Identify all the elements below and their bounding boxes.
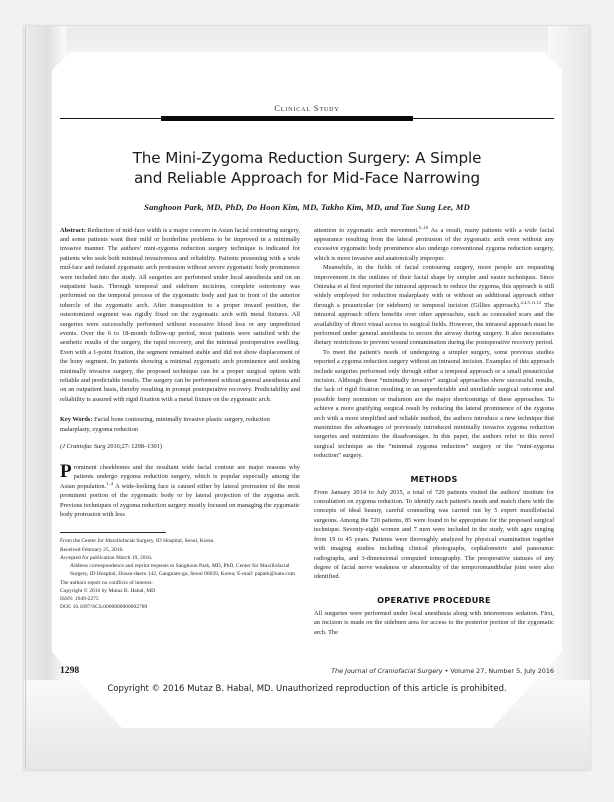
keywords-text: Facial bone contouring, minimally invasive plastic surgery, reduction malarplasty, zygoma reduction bbox=[60, 416, 270, 433]
keywords-block bbox=[60, 415, 300, 434]
abstract-paragraph bbox=[60, 226, 300, 405]
journal-citation bbox=[60, 443, 300, 450]
footnote-doi: DOI: 10.1097/SCS.0000000000002789 bbox=[60, 604, 148, 611]
author-list: Sanghoon Park, MD, PhD, Do Hoon Kim, MD, Takho Kim, MD, and Tae Sung Lee, MD bbox=[144, 201, 470, 212]
title-line-1: The Mini-Zygoma Reduction Surgery: A Simple bbox=[132, 149, 482, 167]
two-column-body bbox=[60, 226, 554, 637]
footnote-divider bbox=[60, 532, 166, 533]
continuation-paragraph bbox=[314, 226, 554, 264]
abstract-text: Reduction of mid-face width is a major concern in Asian facial contouring surgery, and some patients want their mild or borderline problems to be improved in a minimally invasive manner. The authors' mini-zygoma reduction surgery technique is indicated for patients who seek both minimal invasiveness and reliability. Patients presenting with a wide mid-face and isolated zygomatic arch protrusion without severe zygomatic body prominence were included into the study. All surgeries are performed under local anesthesia and on an outpatient basis. Through temporal and sideburn incisions, complete osteotomy was performed on the temporal process of the zygomatic body and just in front of the anterior tubercle of the zygomatic arch. After transposition to a proper inward position, the osteotomized segment was rigidly fixed on the zygomatic arch with metal fixtures. All surgeries were successfully performed without excessive blood loss or any unpredicted events. Over the 6 to 18-month follow-up period, most patients were satisfied with the aesthetic results of the surgery, the rapid recovery, and the minimal postoperative swelling. Even with a 1-point fixation, the segment remained stable and did not show displacement of the bony segment. In patients showing a minimal zygomatic arch prominence and seeking minimally invasive surgery, the proposed technique can be a proper surgical option with reliable and predictable results. The surgery can be performed without general anesthesia and on an outpatient basis, thereby resulting in prompt postoperative recovery. Predictability and reliability is assured with rigid fixation with a metal fixture on the zygomatic arch. bbox=[60, 226, 300, 403]
introduction-paragraph bbox=[60, 463, 300, 519]
page-footer bbox=[60, 665, 554, 676]
citation-journal-abbrev: (J Craniofac Surg bbox=[60, 443, 106, 451]
journal-volume-info: • Volume 27, Number 5, July 2016 bbox=[442, 667, 554, 675]
footnote-copyright: Copyright © 2016 by Mutaz B. Habal, MD bbox=[60, 587, 156, 594]
footnote-accepted: Accepted for publication March 19, 2016. bbox=[60, 554, 153, 561]
page-gutter-line bbox=[25, 27, 26, 769]
intro-text-start: rominent cheekbones and the resultant wide facial contour are major reasons why patients undergo zygoma reduction surgery, which is popular especially among the Asian population. bbox=[60, 464, 300, 490]
running-head: Clinical Study bbox=[274, 104, 340, 113]
citation-ref-1: 1–4 bbox=[106, 480, 114, 486]
title-line-2: and Reliable Approach for Mid-Face Narrowing bbox=[133, 168, 481, 187]
copyright-notice: Copyright © 2016 Mutaz B. Habal, MD. Unauthorized reproduction of this article is prohibited. bbox=[107, 684, 507, 694]
footnote-issn: ISSN: 1049-2275 bbox=[60, 596, 99, 603]
header-rule-thick bbox=[161, 116, 413, 121]
header-rule bbox=[60, 115, 554, 123]
citation-ref-3: 2,4,5,11,12 bbox=[520, 299, 542, 305]
intraoral-text-a: Meanwhile, in the fields of facial contouring surgery, more people are requesting improvement in the outlines of their facial shape by simpler and easier techniques. Since Onizuka et al first reported the intraoral approach to reduce the zygoma, this approach is still widely employed for reduction malarplasty with or without an additional approach either through a preauricular (or sideburn) or temporal incision (Gillies approach). bbox=[314, 264, 554, 309]
introduction-text bbox=[60, 463, 300, 519]
journal-title: The Journal of Craniofacial Surgery bbox=[331, 667, 443, 675]
abstract-label: Abstract: bbox=[60, 226, 86, 234]
operative-procedure-paragraph: All surgeries were performed under local anesthesia along with intravenous sedation. First, an incision is made on the sideburn area for access to the posterior portion of the zygomatic arch. The bbox=[314, 609, 554, 636]
keywords-label: Key Words: bbox=[60, 416, 93, 424]
journal-page-content bbox=[60, 56, 554, 696]
left-column bbox=[60, 226, 300, 637]
mini-zygoma-rationale-paragraph: To meet the patient's needs of undergoing a simpler surgery, some previous studies reported a zygoma reduction surgery without an intraoral incision. Examples of this approach include surgeries performed only through either a temporal approach or a small preauricular incision. Although these “minimally invasive” surgical approaches show successful results, the lack of rigid fixation resulting in an unpredictable and unreliable surgical outcome and possible bony nonunion or malunion are the major shortcomings of these approaches. To achieve a more gratifying surgical result by reducing the lateral prominence of the zygoma arch with a more simplified and reliable method, the authors introduce a new technique that maximizes the advantages of previously introduced minimally invasive zygoma reduction surgeries and minimizes the disadvantages. In this paper, the authors refer to this novel surgical technique as the “minimal zygoma reduction” surgery or the “mini-zygoma reduction” surgery. bbox=[314, 348, 554, 460]
journal-reference-line bbox=[331, 667, 554, 675]
citation-ref-2: 5–10 bbox=[418, 224, 429, 230]
continuation-text-end: As a result, many patients with a wide facial appearance resulting from the lateral protrusion of the zygomatic arch even without any excessive zygomatic body prominence also undergo conventional zygoma reduction surgery, which is more invasive and anatomically improper. bbox=[314, 226, 554, 262]
footnote-conflicts: The authors report no conflicts of interest. bbox=[60, 579, 153, 586]
page-number: 1298 bbox=[60, 665, 80, 676]
intraoral-approach-paragraph bbox=[314, 263, 554, 348]
drop-cap: P bbox=[60, 461, 72, 483]
methods-paragraph: From January 2014 to July 2015, a total of 720 patients visited the authors' institute for consultation on zygoma reduction. To identify each patient's needs and match them with the concepts of ideal beauty, careful counseling was carried out by 5 expert maxillofacial surgeons. Among the 720 patients, 85 were found to be appropriate for the proposed surgical technique. Seventy-eight women and 7 men were included in the study, with ages ranging from 19 to 45 years. Patients were thoroughly analyzed by physical examination together with imaging studies including clinical photographs, cephalometric and panoramic radiographs, and 3-dimensional computed tomography. The preoperative statuses of any degree of facial nerve weakness or abnormality of the temporomandibular joint were also identified. bbox=[314, 488, 554, 581]
section-heading-operative-procedure: OPERATIVE PROCEDURE bbox=[377, 594, 491, 605]
page-title bbox=[60, 149, 554, 189]
footnote-affiliation: From the Center for Maxillofacial Surgery, ID Hospital, Seoul, Korea. bbox=[60, 538, 215, 545]
citation-rest: 2016;27: 1298–1301) bbox=[105, 443, 162, 451]
intro-text-end: A wide-looking face is caused either by lateral protrusion of the most prominent portion of the zygomatic body or by lateral projection of the zygoma arch. Previous techniques of zygoma reduction surgery mostly focused on managing the zygomatic body protrusion with less bbox=[60, 482, 300, 519]
continuation-text-start: attention to zygomatic arch movement. bbox=[314, 226, 419, 234]
right-column bbox=[314, 226, 554, 637]
footnote-correspondence: Address correspondence and reprint requests to Sanghoon Park, MD, PhD, Center for Maxillofacial Surgery, ID Hospital, Dosan-daero 142, Gangnam-gu, Seoul 06039, Korea; E-mail: papark@nate.com bbox=[70, 563, 295, 578]
section-heading-methods: METHODS bbox=[410, 473, 458, 484]
footnote-received: Received February 25, 2016. bbox=[60, 546, 124, 553]
intraoral-text-b: The intraoral approach offers benefits over other approaches, such as concealed scars and the availability of direct visual access to surgical fields. However, the intraoral approach must be performed under general anesthesia to secure the airway during surgery. It also necessitates dietary restrictions to prevent wound contamination during the postoperative recovery period. bbox=[314, 301, 554, 347]
